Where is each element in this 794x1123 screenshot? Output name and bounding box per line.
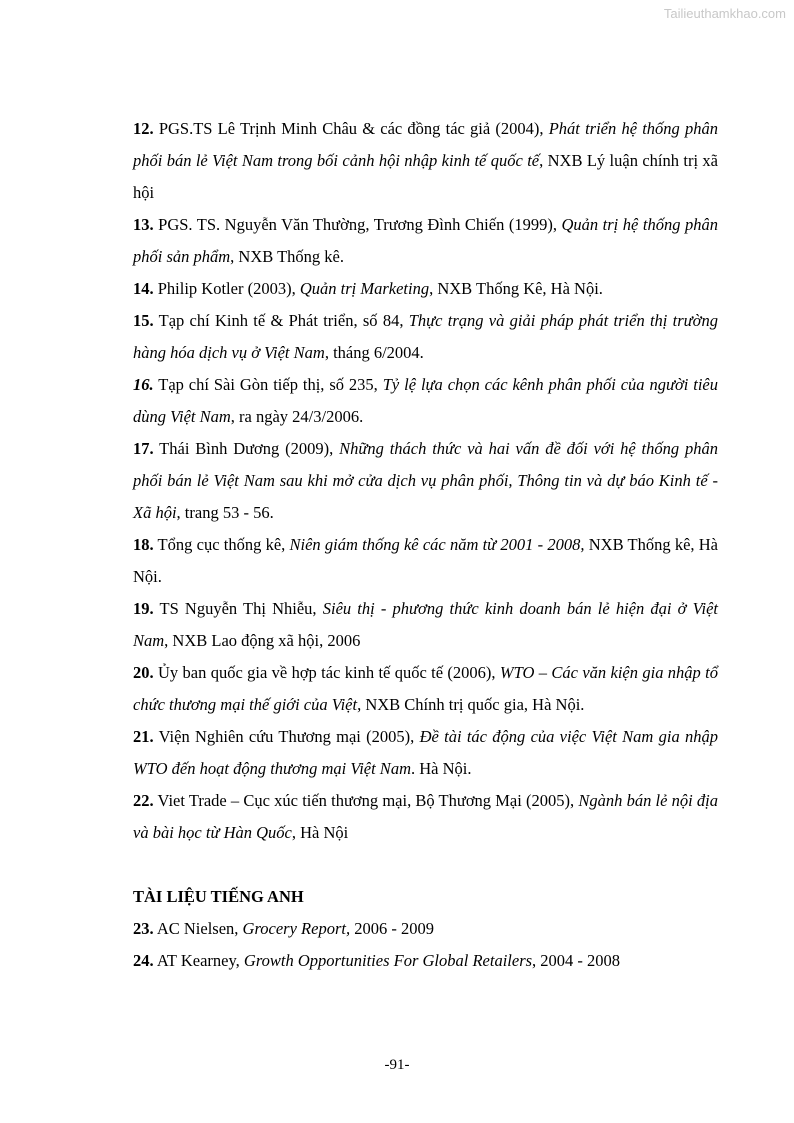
reference-item bbox=[133, 273, 718, 305]
reference-title: Phát triển hệ thống phân phối bán lẻ Việt Nam trong bối cảnh hội nhập kinh tế quốc tế bbox=[133, 119, 718, 170]
reference-item bbox=[133, 785, 718, 849]
reference-author: Viet Trade – Cục xúc tiến thương mại, Bộ Thương Mại (2005), bbox=[153, 791, 579, 810]
reference-number: 24. bbox=[133, 951, 154, 970]
reference-number: 15. bbox=[133, 311, 154, 330]
reference-author: Philip Kotler (2003), bbox=[153, 279, 300, 298]
reference-author: Ủy ban quốc gia về hợp tác kinh tế quốc tế (2006), bbox=[153, 663, 500, 682]
reference-number: 17. bbox=[133, 439, 154, 458]
reference-author: PGS. TS. Nguyễn Văn Thường, Trương Đình Chiến (1999), bbox=[153, 215, 562, 234]
reference-title: Những thách thức và hai vấn đề đối với hệ thống phân phối bán lẻ Việt Nam sau khi mở cửa dịch vụ phân phối, Thông tin và dự báo Kinh tế - Xã hội bbox=[133, 439, 718, 522]
reference-title: Đề tài tác động của việc Việt Nam gia nhập WTO đến hoạt động thương mại Việt Nam bbox=[133, 727, 718, 778]
reference-author: Thái Bình Dương (2009), bbox=[153, 439, 340, 458]
reference-title: Growth Opportunities For Global Retailers bbox=[243, 951, 533, 970]
reference-title: Grocery Report, bbox=[242, 919, 351, 938]
reference-item bbox=[133, 209, 718, 273]
reference-title: Quản trị hệ thống phân phối sản phẩm bbox=[133, 215, 718, 266]
reference-publisher: , 2004 - 2008 bbox=[532, 951, 621, 970]
reference-title: Siêu thị - phương thức kinh doanh bán lẻ hiện đại ở Việt Nam bbox=[133, 599, 718, 650]
reference-author: AC Nielsen, bbox=[153, 919, 243, 938]
reference-author: PGS.TS Lê Trịnh Minh Châu & các đồng tác giả (2004), bbox=[153, 119, 549, 138]
reference-item bbox=[133, 593, 718, 657]
reference-title: Quản trị Marketing bbox=[299, 279, 430, 298]
reference-number: 22. bbox=[133, 791, 154, 810]
reference-number: 14. bbox=[133, 279, 154, 298]
reference-item bbox=[133, 369, 718, 433]
reference-number: 20. bbox=[133, 663, 154, 682]
reference-publisher: , Hà Nội bbox=[291, 823, 349, 842]
watermark: Tailieuthamkhao.com bbox=[663, 6, 786, 21]
reference-publisher: , NXB Thống kê. bbox=[230, 247, 344, 266]
reference-item bbox=[133, 913, 718, 945]
reference-publisher: , NXB Thống Kê, Hà Nội. bbox=[429, 279, 603, 298]
reference-author: Viện Nghiên cứu Thương mại (2005), bbox=[153, 727, 420, 746]
reference-publisher: , trang 53 - 56. bbox=[176, 503, 274, 522]
reference-number: 21. bbox=[133, 727, 154, 746]
reference-number: 12. bbox=[133, 119, 154, 138]
reference-title: Niên giám thống kê các năm từ 2001 - 2008, bbox=[289, 535, 585, 554]
reference-publisher: , ra ngày 24/3/2006. bbox=[230, 407, 364, 426]
reference-author: AT Kearney, bbox=[153, 951, 244, 970]
reference-title: WTO – Các văn kiện gia nhập tổ chức thương mại thế giới của Việt bbox=[133, 663, 718, 714]
reference-item bbox=[133, 113, 718, 209]
page-number: -91- bbox=[384, 1057, 410, 1073]
reference-publisher: , tháng 6/2004. bbox=[324, 343, 424, 362]
reference-publisher: 2006 - 2009 bbox=[350, 919, 434, 938]
reference-publisher: . Hà Nội. bbox=[410, 759, 472, 778]
reference-publisher: , NXB Lý luận chính trị xã hội bbox=[133, 151, 718, 202]
reference-publisher: , NXB Lao động xã hội, 2006 bbox=[164, 631, 361, 650]
reference-publisher: , NXB Chính trị quốc gia, Hà Nội. bbox=[357, 695, 585, 714]
reference-item bbox=[133, 657, 718, 721]
reference-publisher: NXB Thống kê, Hà Nội. bbox=[133, 535, 718, 586]
reference-item bbox=[133, 945, 718, 977]
reference-number: 18. bbox=[133, 535, 154, 554]
reference-number: 23. bbox=[133, 919, 154, 938]
reference-item bbox=[133, 529, 718, 593]
reference-title: Thực trạng và giải pháp phát triển thị trường hàng hóa dịch vụ ở Việt Nam bbox=[133, 311, 718, 362]
reference-title: Tỷ lệ lựa chọn các kênh phân phối của người tiêu dùng Việt Nam bbox=[133, 375, 718, 426]
reference-item bbox=[133, 305, 718, 369]
section-heading: TÀI LIỆU TIẾNG ANH bbox=[133, 887, 304, 906]
reference-number: 19. bbox=[133, 599, 154, 618]
reference-author: TS Nguyễn Thị Nhiễu, bbox=[153, 599, 323, 618]
reference-list bbox=[133, 113, 718, 977]
reference-title: Ngành bán lẻ nội địa và bài học từ Hàn Quốc bbox=[133, 791, 718, 842]
reference-number: 13. bbox=[133, 215, 154, 234]
reference-author: Tạp chí Sài Gòn tiếp thị, số 235, bbox=[153, 375, 383, 394]
reference-item bbox=[133, 433, 718, 529]
reference-number: 16. bbox=[133, 375, 154, 394]
reference-item bbox=[133, 721, 718, 785]
reference-author: Tổng cục thống kê, bbox=[153, 535, 290, 554]
reference-author: Tạp chí Kinh tế & Phát triển, số 84, bbox=[153, 311, 409, 330]
